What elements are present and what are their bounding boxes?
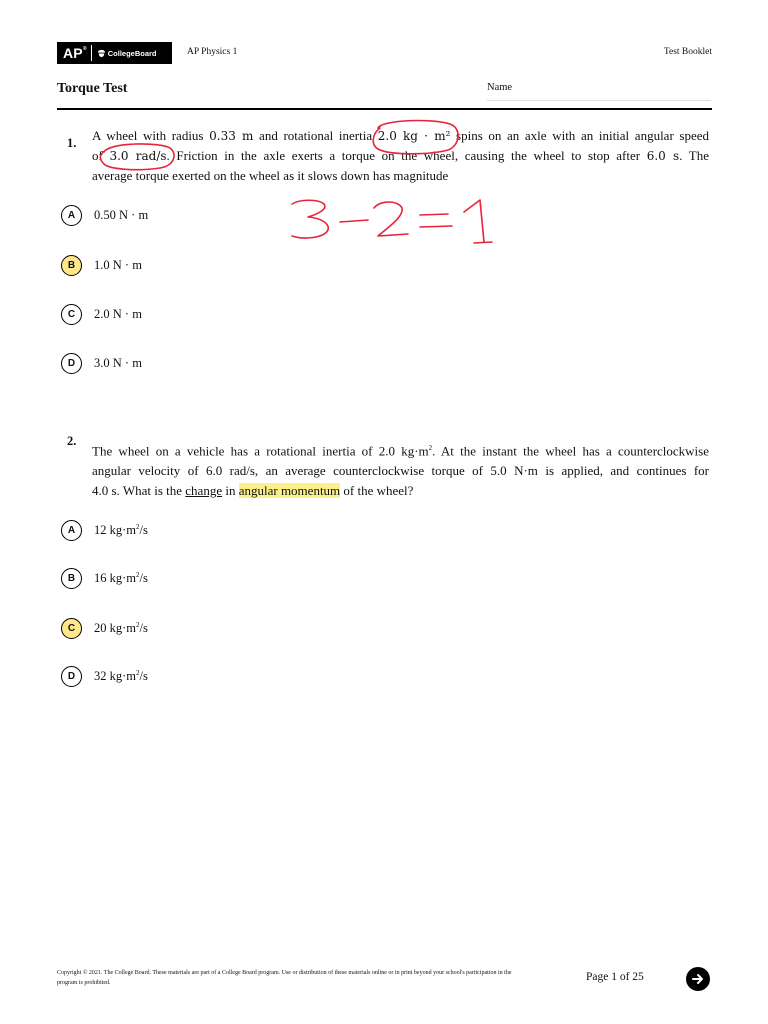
q1-choice-a[interactable] [61,205,148,226]
q2-choice-c[interactable] [61,618,148,639]
page-title: Torque Test [57,81,128,96]
header-rule [57,108,712,110]
question-2-text [92,438,709,501]
choice-bubble-selected[interactable]: B [61,255,82,276]
arrow-right-icon [691,972,705,986]
choice-text: 2.0 N · m [94,307,142,321]
choice-text: 0.50 N · m [94,208,149,222]
choice-bubble[interactable]: D [61,353,82,374]
logo-collegeboard: CollegeBoard [97,49,157,58]
ink-handwriting-3-2-1 [292,200,492,243]
choice-text: 20 $kg\cdot m^2/s$ [94,620,148,636]
q1-choice-d[interactable] [61,353,142,374]
logo-ap-text: AP® [63,45,87,61]
choice-text: 12 $kg\cdot m^2/s$ [94,522,148,538]
question-1-line-2: of 3.0 rad/s. Friction in the axle exerts a torque on the wheel, causing the wheel to stop after 6.0 s. The [92,148,709,163]
q1-choice-b[interactable] [61,255,142,276]
page-indicator: Page 1 of 25 [586,971,644,983]
choice-text: 32 $kg\cdot m^2/s$ [94,668,148,684]
booklet-label: Test Booklet [663,47,712,57]
ap-collegeboard-logo [57,42,172,64]
question-2-line-2: angular velocity of 6.0 rad/s, an average counterclockwise torque of 5.0 N·m is applied, and continues for [92,463,709,479]
q2-choice-d[interactable] [61,666,148,687]
q2-choice-b[interactable] [61,568,148,589]
choice-bubble[interactable]: B [61,568,82,589]
question-1-number: 1. [67,136,77,150]
choice-text: 3.0 N · m [94,356,142,370]
next-page-button[interactable] [686,967,710,991]
question-1-line-3: average torque exerted on the wheel as it slows down has magnitude [92,168,449,183]
acorn-icon [97,49,106,58]
choice-bubble-selected[interactable]: C [61,618,82,639]
q2-choice-a[interactable] [61,520,148,541]
name-field-line[interactable] [487,100,711,101]
underlined-word: change [185,483,223,499]
highlighted-phrase: angular momentum [238,483,341,499]
name-label: Name [487,82,513,93]
question-2-line-1: The wheel on a vehicle has a rotational inertia of 2.0 $kg\cdot m^2$. At the instant the wheel has a counterclockwise [92,443,710,459]
question-2-number: 2. [67,434,77,448]
question-1-text [92,126,709,186]
choice-bubble[interactable]: A [61,205,82,226]
question-2-line-3: 4.0 s. What is the change in angular momentum of the wheel? [92,483,414,499]
logo-divider [91,45,92,61]
choice-bubble[interactable]: D [61,666,82,687]
course-name: AP Physics 1 [187,47,238,57]
q1-choice-c[interactable] [61,304,142,325]
choice-bubble[interactable]: C [61,304,82,325]
question-1-line-1: A wheel with radius 0.33 m and rotational inertia 2.0 kg · m² spins on an axle with an initial angular speed [92,128,710,143]
choice-text: 1.0 N · m [94,258,142,272]
choice-bubble[interactable]: A [61,520,82,541]
copyright-notice: Copyright © 2021. The College Board. These materials are part of a College Board program. Use or distribution of these materials online or in print beyond your school's participation in the program is prohibited. [57,970,512,986]
choice-text: 16 $kg\cdot m^2/s$ [94,570,148,586]
